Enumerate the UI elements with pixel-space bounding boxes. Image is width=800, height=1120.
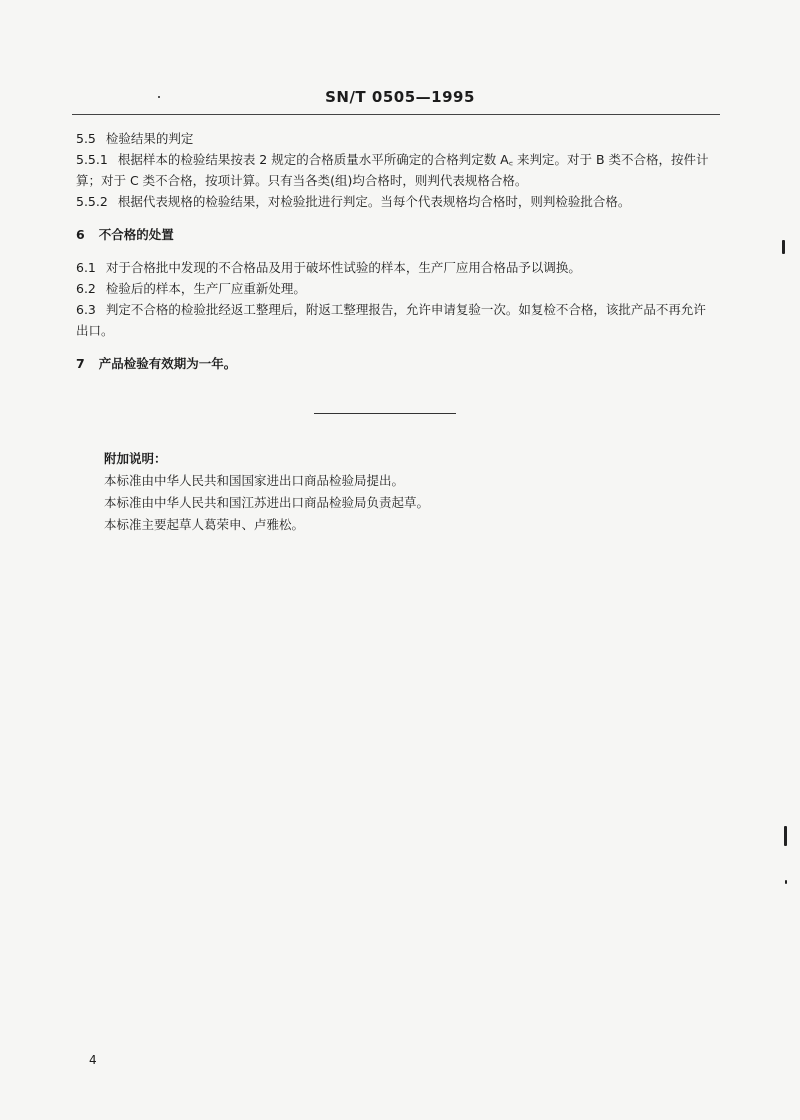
- section-title: 产品检验有效期为一年。: [98, 356, 237, 371]
- body-text: [76, 128, 716, 374]
- clause-6-3: [76, 299, 716, 341]
- section-number: 6: [76, 227, 85, 242]
- section-title: 不合格的处置: [98, 227, 174, 242]
- clause-number: 6.3: [76, 302, 96, 317]
- clause-text: 对于合格批中发现的不合格品及用于破坏性试验的样本，生产厂应用合格品予以调换。: [105, 260, 581, 275]
- notes-line: 本标准由中华人民共和国国家进出口商品检验局提出。: [104, 473, 405, 488]
- additional-notes: [104, 448, 704, 536]
- page-number: 4: [89, 1053, 97, 1067]
- clause-text: 检验后的样本，生产厂应重新处理。: [105, 281, 306, 296]
- clause-number: 5.5.2: [76, 194, 108, 209]
- scan-speck: [782, 240, 785, 254]
- scan-speck: [785, 880, 787, 884]
- clause-text: 根据样本的检验结果按表 2 规定的合格质量水平所确定的合格判定数 A꜀ 来判定。对于 B 类不合格，按件计算；对于 C 类不合格，按项计算。只有当各类(组)均合格时，则判代表规格合格。: [76, 152, 709, 188]
- clause-6-1: [76, 257, 716, 278]
- header-doc-code: SN/T 0505—1995: [325, 88, 475, 106]
- clause-5-5-2: [76, 191, 716, 212]
- section-divider: [314, 413, 456, 414]
- section-6: [76, 224, 716, 245]
- section-number: 7: [76, 356, 85, 371]
- clause-number: 6.1: [76, 260, 96, 275]
- clause-number: 6.2: [76, 281, 96, 296]
- scan-speck: [784, 826, 787, 846]
- section-title: 检验结果的判定: [105, 131, 194, 146]
- clause-6-2: [76, 278, 716, 299]
- header-rule: [72, 114, 720, 115]
- clause-text: 判定不合格的检验批经返工整理后，附返工整理报告，允许申请复验一次。如复检不合格，该批产品不再允许出口。: [76, 302, 706, 338]
- clause-number: 5.5.1: [76, 152, 108, 167]
- notes-line: 本标准由中华人民共和国江苏进出口商品检验局负责起草。: [104, 495, 430, 510]
- notes-line: 本标准主要起草人葛荣申、卢雅松。: [104, 517, 305, 532]
- notes-title: 附加说明：: [104, 451, 167, 466]
- clause-text: 根据代表规格的检验结果，对检验批进行判定。当每个代表规格均合格时，则判检验批合格。: [117, 194, 631, 209]
- section-5-5: [76, 128, 716, 149]
- section-number: 5.5: [76, 131, 96, 146]
- clause-5-5-1: [76, 149, 716, 191]
- section-7: [76, 353, 716, 374]
- scan-speck: [158, 96, 160, 98]
